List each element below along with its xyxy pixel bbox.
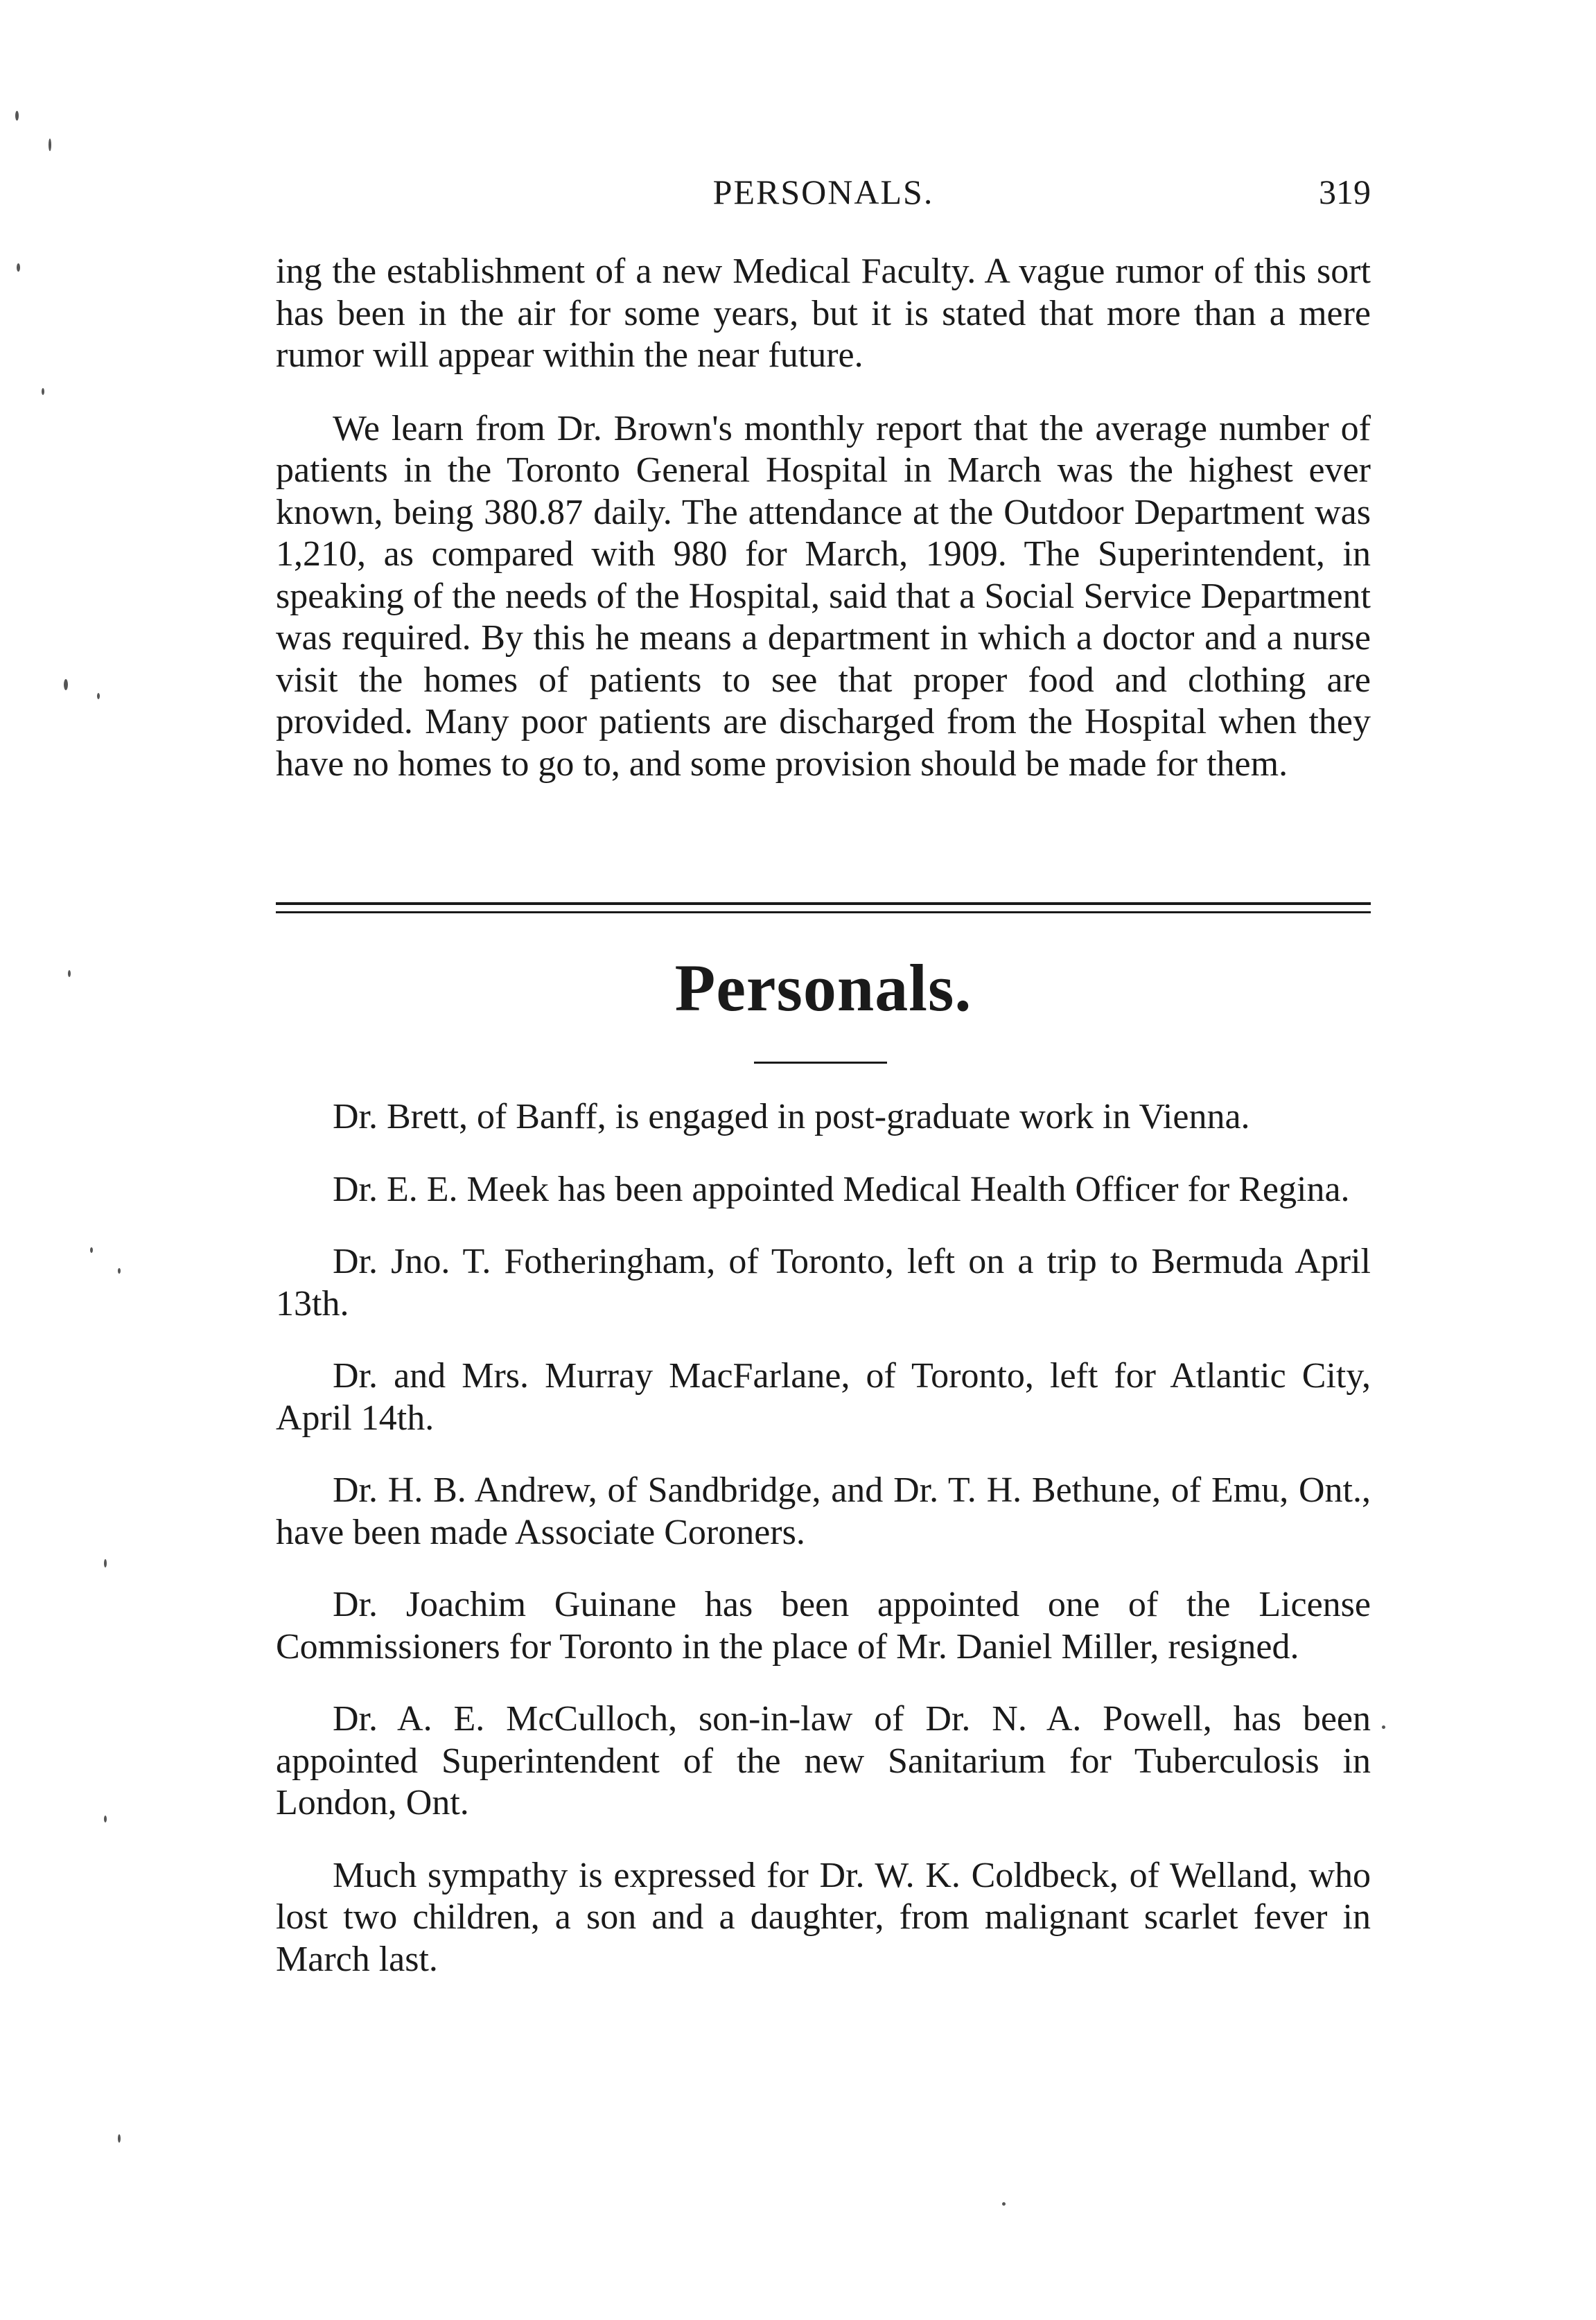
personal-item: Dr. and Mrs. Murray MacFarlane, of Toronto, left for Atlantic City, April 14th. xyxy=(276,1356,1371,1438)
hospital-report-paragraph: We learn from Dr. Brown's monthly report that the average number of patients in the Toronto General Hospital in March was the highest ever known, being 380.87 daily. The attendance at the Outdoor Department was 1,210, as compared with 980 for March, 1909. The Superintendent, in speaking of the needs of the Hospital, said that a Social Service Department was required. By this he means a department in which a doctor and a nurse visit the homes of patients to see that proper food and clothing are provided. Many poor patients are discharged from the Hospital when they have no homes to go to, and some provision should be made for them. xyxy=(276,408,1371,784)
top-section xyxy=(276,251,1371,785)
section-heading: Personals. xyxy=(674,951,972,1025)
running-head xyxy=(276,172,1371,220)
margin-speck xyxy=(90,1247,93,1253)
personal-item: Dr. Brett, of Banff, is engaged in post-graduate work in Vienna. xyxy=(333,1097,1250,1136)
personal-item: Dr. E. E. Meek has been appointed Medical Health Officer for Regina. xyxy=(333,1169,1350,1209)
heading-rule xyxy=(754,1062,887,1064)
personal-item: Dr. Joachim Guinane has been appointed one of the License Commissioners for Toronto in the place of Mr. Daniel Miller, resigned. xyxy=(276,1585,1371,1667)
personal-item: Dr. H. B. Andrew, of Sandbridge, and Dr. T. H. Bethune, of Emu, Ont., have been made Associate Coroners. xyxy=(276,1470,1371,1552)
running-title: PERSONALS. xyxy=(712,173,934,211)
margin-speck xyxy=(97,693,100,699)
personal-item: Dr. A. E. McCulloch, son-in-law of Dr. N. A. Powell, has been appointed Superintendent of the new Sanitarium for Tuberculosis in London, Ont. xyxy=(276,1699,1371,1822)
margin-speck xyxy=(17,263,20,272)
margin-speck xyxy=(118,2134,121,2143)
margin-speck xyxy=(15,111,19,121)
section-divider xyxy=(276,902,1371,913)
margin-speck xyxy=(42,388,44,395)
personal-item: Dr. Jno. T. Fotheringham, of Toronto, left on a trip to Bermuda April 13th. xyxy=(276,1242,1371,1324)
personals-list xyxy=(276,1096,1371,2011)
margin-speck xyxy=(104,1816,107,1822)
continuation-paragraph: ing the establishment of a new Medical Faculty. A vague rumor of this sort has been in the air for some years, but it is stated that more than a mere rumor will appear within the near future. xyxy=(276,252,1371,375)
margin-speck xyxy=(49,139,51,151)
personal-item: Much sympathy is expressed for Dr. W. K. Coldbeck, of Welland, who lost two children, a son and a daughter, from malignant scarlet fever in March last. xyxy=(276,1855,1371,1979)
margin-speck xyxy=(68,970,71,977)
margin-speck xyxy=(104,1559,107,1567)
margin-speck xyxy=(1002,2202,1006,2206)
margin-speck xyxy=(64,679,68,690)
page-number: 319 xyxy=(1319,173,1371,211)
margin-speck xyxy=(118,1268,121,1274)
margin-speck xyxy=(1382,1725,1385,1729)
